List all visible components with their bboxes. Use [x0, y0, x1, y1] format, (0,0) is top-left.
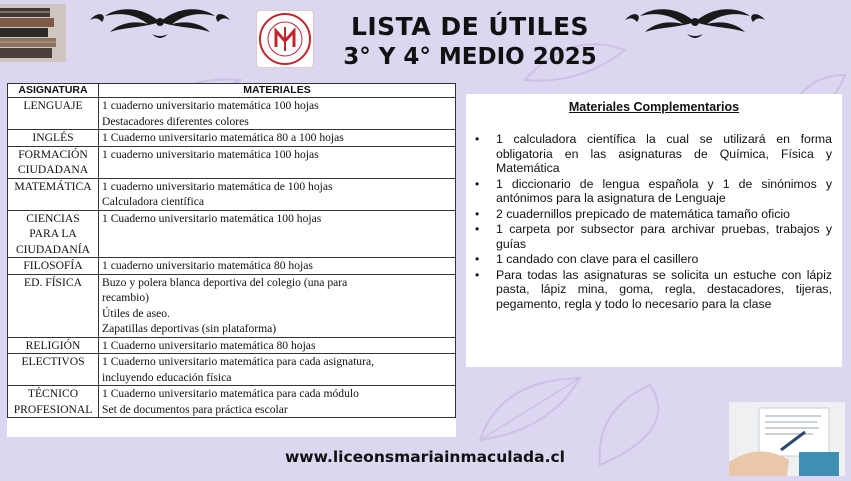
subject-label: RELIGIÓN	[25, 338, 81, 352]
material-item: 1 cuaderno universitario matemática 100 hojas	[102, 147, 319, 161]
list-item: • 2 cuadernillos prepicado de matemática tamaño oficio	[496, 207, 832, 222]
table-row	[8, 337, 456, 354]
materials-cell	[99, 274, 456, 337]
subject-label: LENGUAJE	[23, 99, 83, 112]
books-image	[0, 4, 66, 62]
material-item: 1 Cuaderno universitario matemática para cada módulo	[102, 387, 359, 400]
materials-cell	[99, 98, 456, 130]
study-image	[729, 402, 845, 476]
materials-table	[7, 83, 456, 418]
subject-cell	[8, 274, 99, 337]
list-item: • Para todas las asignaturas se solicita un estuche con lápiz pasta, lápiz mina, goma, regla, destacadores, tijeras, pegamento, regla y todo lo necesario para la clase	[496, 268, 832, 312]
table-row	[8, 178, 456, 210]
subject-cell	[8, 210, 99, 258]
complementary-list	[466, 132, 842, 311]
subject-label: TÉCNICO	[27, 387, 79, 400]
subject-label: FILOSOFÍA	[23, 259, 83, 272]
complementary-title: Materiales Complementarios	[568, 100, 740, 114]
materials-cell	[99, 386, 456, 418]
material-item: 1 cuaderno universitario matemática de 100 hojas	[102, 179, 333, 193]
material-item: incluyendo educación física	[102, 370, 232, 384]
materials-table-panel	[7, 83, 456, 437]
page-title	[300, 12, 640, 70]
subject-label: CIENCIAS	[26, 211, 80, 225]
subject-cell	[8, 146, 99, 178]
material-item: recambio)	[102, 291, 149, 304]
table-row	[8, 354, 456, 386]
table-row	[8, 98, 456, 130]
materials-cell	[99, 178, 456, 210]
material-item: 1 Cuaderno universitario matemática 80 a 100 hojas	[102, 131, 344, 144]
header-asignatura: ASIGNATURA	[8, 84, 99, 98]
table-row	[8, 146, 456, 178]
table-row	[8, 258, 456, 275]
subject-label: ELECTIVOS	[21, 355, 85, 368]
subject-label: CIUDADANÍA	[15, 242, 91, 256]
subject-cell	[8, 354, 99, 386]
material-item: Útiles de aseo.	[102, 306, 170, 320]
materials-cell	[99, 130, 456, 147]
subject-label: PARA LA	[29, 227, 77, 240]
materials-cell	[99, 258, 456, 275]
subject-label: ED. FÍSICA	[24, 275, 82, 289]
subject-cell	[8, 130, 99, 147]
subject-cell	[8, 258, 99, 275]
website-link[interactable]: www.liceonsmariainmaculada.cl	[284, 448, 565, 466]
leaf-decoration-icon	[470, 370, 590, 450]
subject-label: INGLÉS	[32, 131, 74, 144]
materials-cell	[99, 354, 456, 386]
list-item: • 1 candado con clave para el casillero	[496, 252, 832, 267]
material-item: 1 Cuaderno universitario matemática 100 hojas	[102, 211, 322, 225]
material-item: Set de documentos para práctica escolar	[102, 402, 288, 416]
list-item: • 1 calculadora científica la cual se utilizará en forma obligatoria en las asignaturas de Química, Física y Matemática	[496, 132, 832, 176]
complementary-materials-panel	[466, 94, 842, 367]
material-item: Calculadora científica	[102, 195, 205, 208]
subject-cell	[8, 98, 99, 130]
material-item: Buzo y polera blanca deportiva del colegio (una para	[102, 275, 348, 289]
subject-label: MATEMÁTICA	[14, 179, 92, 193]
list-item: • 1 carpeta por subsector para archivar pruebas, trabajos y guías	[496, 222, 832, 251]
table-row	[8, 130, 456, 147]
table-header-row	[8, 84, 456, 98]
title-line-1: LISTA DE ÚTILES	[350, 12, 590, 41]
material-item: 1 cuaderno universitario matemática 80 hojas	[102, 259, 313, 272]
subject-label: CIUDADANA	[17, 163, 89, 176]
subject-cell	[8, 386, 99, 418]
material-item: 1 cuaderno universitario matemática 100 hojas	[102, 99, 319, 112]
subject-label: PROFESIONAL	[13, 402, 93, 416]
ornament-left-icon	[80, 2, 240, 44]
subject-label: FORMACIÓN	[18, 147, 88, 161]
table-row	[8, 274, 456, 337]
list-item: • 1 diccionario de lengua española y 1 de sinónimos y antónimos para la asignatura de Lenguaje	[496, 177, 832, 206]
material-item: Zapatillas deportivas (sin plataforma)	[102, 322, 277, 335]
materials-cell	[99, 337, 456, 354]
subject-cell	[8, 178, 99, 210]
material-item: Destacadores diferentes colores	[102, 114, 249, 128]
table-body	[8, 98, 456, 418]
subject-cell	[8, 337, 99, 354]
header-materiales: MATERIALES	[99, 84, 456, 98]
table-row	[8, 210, 456, 258]
materials-cell	[99, 210, 456, 258]
table-row	[8, 386, 456, 418]
title-line-2: 3° Y 4° MEDIO 2025	[343, 44, 597, 70]
material-item: 1 Cuaderno universitario matemática para cada asignatura,	[102, 355, 375, 368]
materials-cell	[99, 146, 456, 178]
material-item: 1 Cuaderno universitario matemática 80 hojas	[102, 338, 316, 352]
